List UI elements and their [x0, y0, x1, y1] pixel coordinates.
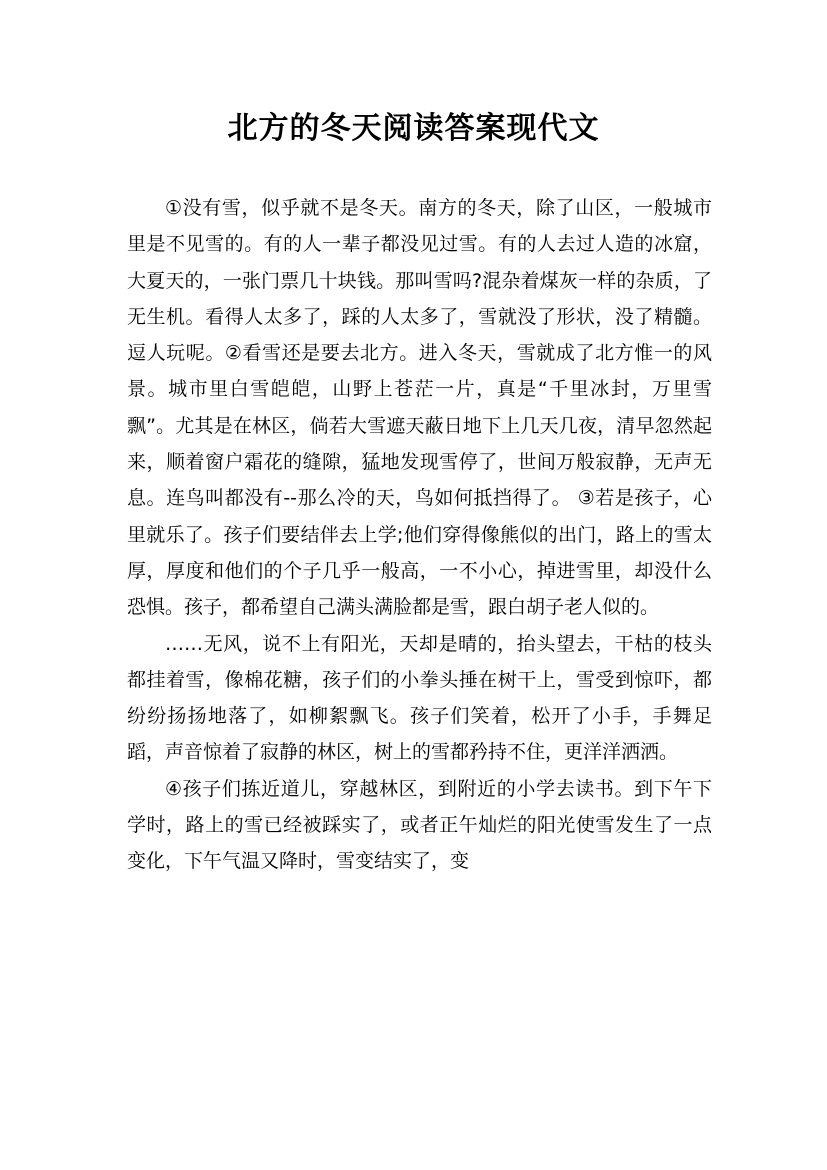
document-body	[127, 190, 712, 880]
document-title: 北方的冬天阅读答案现代文	[227, 111, 600, 146]
paragraph-2: ……无风，说不上有阳光，天却是晴的，抬头望去，干枯的枝头都挂着雪，像棉花糖，孩子们的小拳头捶在树干上，雪受到惊吓，都纷纷扬扬地落了，如柳絮飘飞。孩子们笑着，松开了小手，手舞足蹈，声音惊着了寂静的林区，树上的雪都矜持不住，更洋洋洒洒。	[127, 632, 712, 764]
paragraph-3: ④孩子们拣近道儿，穿越林区，到附近的小学去读书。到下午下学时，路上的雪已经被踩实了，或者正午灿烂的阳光使雪发生了一点变化，下午气温又降时，雪变结实了，变	[127, 777, 712, 873]
paragraph-1: ①没有雪，似乎就不是冬天。南方的冬天，除了山区，一般城市里是不见雪的。有的人一辈子都没见过雪。有的人去过人造的冰窟，大夏天的，一张门票几十块钱。那叫雪吗?混杂着煤灰一样的杂质，了无生机。看得人太多了，踩的人太多了，雪就没了形状，没了精髓。逗人玩呢。②看雪还是要去北方。进入冬天，雪就成了北方惟一的风景。城市里白雪皑皑，山野上苍茫一片，真是“千里冰封，万里雪飘”。尤其是在林区，倘若大雪遮天蔽日地下上几天几夜，清早忽然起来，顺着窗户霜花的缝隙，猛地发现雪停了，世间万般寂静，无声无息。连鸟叫都没有--那么冷的天，鸟如何抵挡得了。 ③若是孩子，心里就乐了。孩子们要结伴去上学;他们穿得像熊似的出门，路上的雪太厚，厚度和他们的个子几乎一般高，一不小心，掉进雪里，却没什么恐惧。孩子，都希望自己满头满脸都是雪，跟白胡子老人似的。	[127, 197, 712, 619]
